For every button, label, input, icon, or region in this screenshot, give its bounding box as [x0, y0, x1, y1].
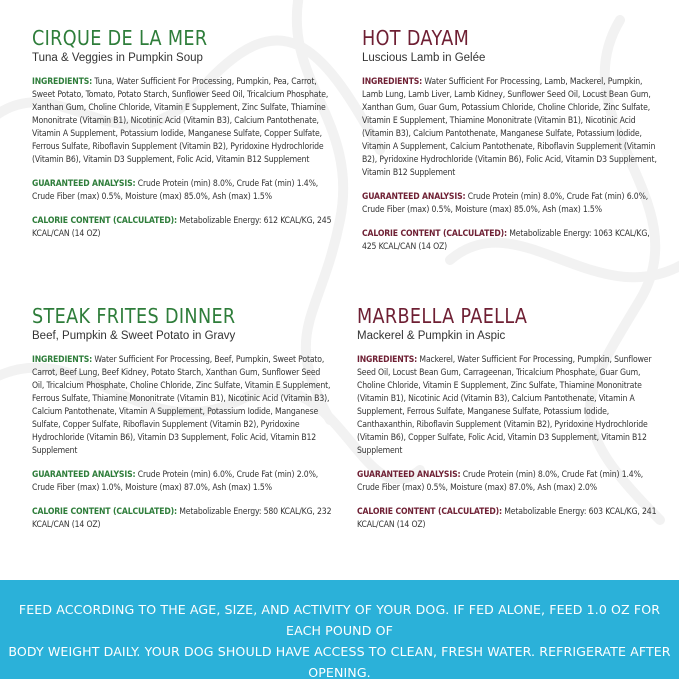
calorie-content-text: CALORIE CONTENT (CALCULATED): Metabolizable Energy: 612 KCAL/KG, 245 KCAL/CAN (14 OZ)	[32, 216, 332, 239]
analysis-label: GUARANTEED ANALYSIS:	[357, 470, 461, 480]
product-panel-cirque-de-la-mer	[32, 27, 332, 241]
feeding-instructions-banner	[0, 580, 679, 679]
calorie-label: CALORIE CONTENT (CALCULATED):	[357, 507, 502, 517]
product-subtitle: Mackerel & Pumpkin in Aspic	[357, 330, 506, 342]
product-panel-hot-dayam	[362, 27, 662, 254]
ingredients-label: INGREDIENTS:	[32, 77, 93, 87]
product-subtitle: Beef, Pumpkin & Sweet Potato in Gravy	[32, 330, 236, 342]
calorie-label: CALORIE CONTENT (CALCULATED):	[362, 229, 507, 239]
ingredients-text: INGREDIENTS: Mackerel, Water Sufficient For Processing, Pumpkin, Sunflower Seed Oil, Locust Bean Gum, Carrageenan, Tricalcium Phosphate, Guar Gum, Choline Chloride, Vitamin E Supplement, Zinc Sulfate, Thiamine Mononitrate (Vitamin B1), Nicotinic Acid (Vitamin B3), Calcium Pantothenate, Vitamin A Supplement, Ferrous Sulfate, Manganese Sulfate, Potassium Iodide, Canthaxanthin, Riboflavin Supplement (Vitamin B2), Pyridoxine Hydrochloride (Vitamin B6), Copper Sulfate, Folic Acid, Vitamin D3 Supplement, Vitamin B12 Supplement	[357, 355, 652, 456]
product-subtitle: Luscious Lamb in Gelée	[362, 52, 486, 64]
product-subtitle: Tuna & Veggies in Pumpkin Soup	[32, 52, 203, 64]
product-panel-marbella-paella	[357, 305, 657, 532]
calorie-content-text: CALORIE CONTENT (CALCULATED): Metabolizable Energy: 603 KCAL/KG, 241 KCAL/CAN (14 OZ)	[357, 507, 657, 530]
product-title: MARBELLA PAELLA	[357, 304, 528, 328]
ingredients-text: INGREDIENTS: Tuna, Water Sufficient For Processing, Pumpkin, Pea, Carrot, Sweet Potato, Tomato, Potato Starch, Sunflower Seed Oil, Tricalcium Phosphate, Xanthan Gum, Choline Chloride, Vitamin E Supplement, Zinc Sulfate, Thiamine Mononitrate (Vitamin B1), Nicotinic Acid (Vitamin B3), Calcium Pantothenate, Vitamin A Supplement, Potassium Iodide, Manganese Sulfate, Copper Sulfate, Ferrous Sulfate, Riboflavin Supplement (Vitamin B2), Pyridoxine Hydrochloride (Vitamin B6), Vitamin D3 Supplement, Folic Acid, Vitamin B12 Supplement	[32, 77, 329, 165]
analysis-label: GUARANTEED ANALYSIS:	[362, 192, 466, 202]
feeding-instructions-line-2: BODY WEIGHT DAILY. YOUR DOG SHOULD HAVE ACCESS TO CLEAN, FRESH WATER. REFRIGERATE AFTER OPENING.	[8, 644, 671, 680]
feeding-instructions-line-1: FEED ACCORDING TO THE AGE, SIZE, AND ACTIVITY OF YOUR DOG. IF FED ALONE, FEED 1.0 OZ FOR EACH POUND OF	[18, 602, 661, 638]
analysis-label: GUARANTEED ANALYSIS:	[32, 470, 136, 480]
calorie-label: CALORIE CONTENT (CALCULATED):	[32, 507, 177, 517]
feeding-instructions-text	[0, 599, 679, 683]
calorie-content-text: CALORIE CONTENT (CALCULATED): Metabolizable Energy: 1063 KCAL/KG, 425 KCAL/CAN (14 OZ)	[362, 229, 650, 252]
product-title: STEAK FRITES DINNER	[32, 304, 236, 328]
ingredients-text: INGREDIENTS: Water Sufficient For Processing, Lamb, Mackerel, Pumpkin, Lamb Lung, Lamb Liver, Lamb Kidney, Sunflower Seed Oil, Locust Bean Gum, Xanthan Gum, Guar Gum, Potassium Chloride, Choline Chloride, Zinc Sulfate, Vitamin E Supplement, Thiamine Mononitrate (Vitamin B1), Nicotinic Acid (Vitamin B3), Calcium Pantothenate, Manganese Sulfate, Potassium Iodide, Vitamin A Supplement, Calcium Pantothenate, Riboflavin Supplement (Vitamin B2), Pyridoxine Hydrochloride (Vitamin B6), Folic Acid, Vitamin D3 Supplement, Vitamin B12 Supplement	[362, 77, 657, 178]
guaranteed-analysis-text: GUARANTEED ANALYSIS: Crude Protein (min) 8.0%, Crude Fat (min) 6.0%, Crude Fiber (max) 0.5%, Moisture (max) 85.0%, Ash (max) 1.5%	[362, 192, 649, 215]
product-title: CIRQUE DE LA MER	[32, 26, 208, 50]
guaranteed-analysis-text: GUARANTEED ANALYSIS: Crude Protein (min) 6.0%, Crude Fat (min) 2.0%, Crude Fiber (max) 1.0%, Moisture (max) 87.0%, Ash (max) 1.5%	[32, 470, 319, 493]
analysis-label: GUARANTEED ANALYSIS:	[32, 179, 136, 189]
ingredients-label: INGREDIENTS:	[357, 355, 418, 365]
product-panel-steak-frites-dinner	[32, 305, 332, 532]
product-title: HOT DAYAM	[362, 26, 470, 50]
calorie-label: CALORIE CONTENT (CALCULATED):	[32, 216, 177, 226]
ingredients-text: INGREDIENTS: Water Sufficient For Processing, Beef, Pumpkin, Sweet Potato, Carrot, Beef Lung, Beef Kidney, Potato Starch, Xanthan Gum, Sunflower Seed Oil, Tricalcium Phosphate, Choline Chloride, Zinc Sulfate, Vitamin E Supplement, Ferrous Sulfate, Thiamine Mononitrate (Vitamin B1), Nicotinic Acid (Vitamin B3), Calcium Pantothenate, Vitamin A Supplement, Potassium Iodide, Manganese Sulfate, Copper Sulfate, Riboflavin Supplement (Vitamin B2), Pyridoxine Hydrochloride (Vitamin B6), Vitamin D3 Supplement, Folic Acid, Vitamin B12 Supplement	[32, 355, 331, 456]
ingredients-label: INGREDIENTS:	[362, 77, 423, 87]
guaranteed-analysis-text: GUARANTEED ANALYSIS: Crude Protein (min) 8.0%, Crude Fat (min) 1.4%, Crude Fiber (max) 0.5%, Moisture (max) 87.0%, Ash (max) 2.0%	[357, 470, 644, 493]
calorie-content-text: CALORIE CONTENT (CALCULATED): Metabolizable Energy: 580 KCAL/KG, 232 KCAL/CAN (14 OZ)	[32, 507, 332, 530]
ingredients-label: INGREDIENTS:	[32, 355, 93, 365]
guaranteed-analysis-text: GUARANTEED ANALYSIS: Crude Protein (min) 8.0%, Crude Fat (min) 1.4%, Crude Fiber (max) 0.5%, Moisture (max) 85.0%, Ash (max) 1.5%	[32, 179, 319, 202]
